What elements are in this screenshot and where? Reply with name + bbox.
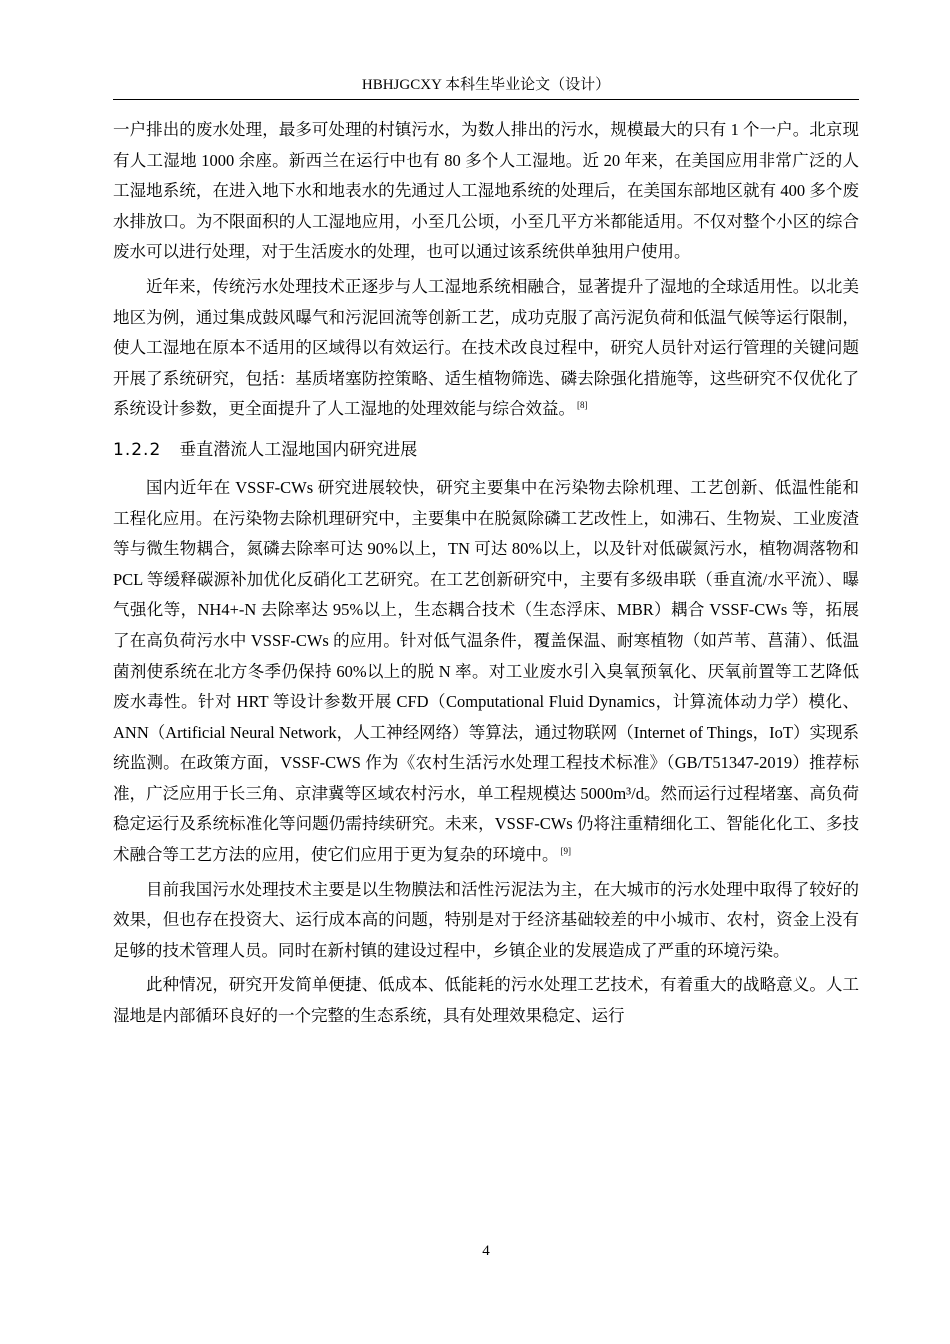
paragraph-1: 一户排出的废水处理，最多可处理的村镇污水，为数人排出的污水，规模最大的只有 1 个一户。北京现有人工湿地 1000 余座。新西兰在运行中也有 80 多个人工湿地。近 20 年来，在美国应用非常广泛的人工湿地系统，在进入地下水和地表水的先通过人工湿地系统的处理后，在美国东部地区就有 400 多个废水排放口。为不限面积的人工湿地应用，小至几公顷，小至几平方米都能适用。不仅对整个小区的综合废水可以进行处理，对于生活废水的处理，也可以通过该系统供单独用户使用。 bbox=[113, 120, 859, 262]
header-divider bbox=[113, 99, 859, 100]
section-number: 1.2.2 bbox=[113, 439, 162, 460]
paragraph-3 bbox=[113, 473, 859, 871]
paragraph-2-text: 近年来，传统污水处理技术正逐步与人工湿地系统相融合，显著提升了湿地的全球适用性。以北美地区为例，通过集成鼓风曝气和污泥回流等创新工艺，成功克服了高污泥负荷和低温气候等运行限制，使人工湿地在原本不适用的区域得以有效运行。在技术改良过程中，研究人员针对运行管理的关键问题开展了系统研究，包括：基质堵塞防控策略、适生植物筛选、磷去除强化措施等，这些研究不仅优化了系统设计参数，更全面提升了人工湿地的处理效能与综合效益。 bbox=[113, 276, 859, 419]
paragraph-2 bbox=[113, 272, 859, 425]
section-heading bbox=[113, 435, 859, 465]
page-number: 4 bbox=[482, 1243, 490, 1259]
paragraph-4: 目前我国污水处理技术主要是以生物膜法和活性污泥法为主，在大城市的污水处理中取得了较好的效果，但也存在投资大、运行成本高的问题，特别是对于经济基础较差的中小城市、农村，资金上没有足够的技术管理人员。同时在新村镇的建设过程中，乡镇企业的发展造成了严重的环境污染。 bbox=[113, 879, 859, 960]
paragraph-5: 此种情况，研究开发简单便捷、低成本、低能耗的污水处理工艺技术，有着重大的战略意义。人工湿地是内部循环良好的一个完整的生态系统，具有处理效果稳定、运行 bbox=[113, 975, 859, 1026]
section-title: 垂直潜流人工湿地国内研究进展 bbox=[179, 439, 418, 460]
paragraph-3-text: 国内近年在 VSSF-CWs 研究进展较快，研究主要集中在污染物去除机理、工艺创新、低温性能和工程化应用。在污染物去除机理研究中，主要集中在脱氮除磷工艺改性上，如沸石、生物炭、工业废渣等与微生物耦合，氮磷去除率可达 90%以上，TN 可达 80%以上，以及针对低碳氮污水，植物凋落物和 PCL 等缓释碳源补加优化反硝化工艺研究。在工艺创新研究中，主要有多级串联（垂直流/水平流）、曝气强化等，NH4+-N 去除率达 95%以上，生态耦合技术（生态浮床、MBR）耦合 VSSF-CWs 等，拓展了在高负荷污水中 VSSF-CWs 的应用。针对低气温条件，覆盖保温、耐寒植物（如芦苇、菖蒲）、低温菌剂使系统在北方冬季仍保持 60%以上的脱 N 率。对工业废水引入臭氧预氧化、厌氧前置等工艺降低废水毒性。针对 HRT 等设计参数开展 CFD（Computational Fluid Dynamics，计算流体动力学）模化、ANN（Artificial Neural Network，人工神经网络）等算法，通过物联网（Internet of Things，IoT）实现系统监测。在政策方面，VSSF-CWS 作为《农村生活污水处理工程技术标准》（GB/T51347-2019）推荐标准，广泛应用于长三角、京津冀等区域农村污水，单工程规模达 5000m³/d。然而运行过程堵塞、高负荷稳定运行及系统标准化等问题仍需持续研究。未来，VSSF-CWs 仍将注重精细化工、智能化化工、多技术融合等工艺方法的应用，使它们应用于更为复杂的环境中。 bbox=[113, 477, 859, 865]
body-text bbox=[113, 115, 859, 1032]
citation-8: [8] bbox=[577, 400, 588, 411]
citation-9: [9] bbox=[560, 846, 571, 857]
running-header: HBHJGCXY 本科生毕业论文（设计） bbox=[361, 77, 611, 93]
